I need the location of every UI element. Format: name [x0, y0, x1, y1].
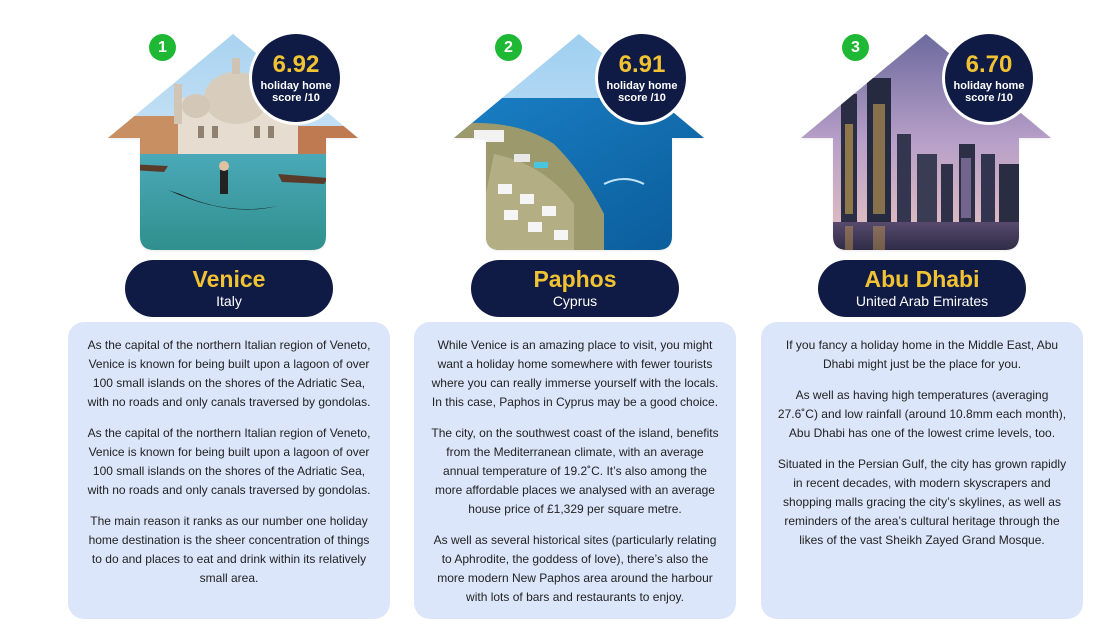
rank-badge: 3	[842, 34, 869, 61]
country-name: Cyprus	[552, 293, 598, 309]
destination-name-pill	[471, 260, 679, 317]
description-paragraph: As well as having high temperatures (averaging 27.6˚C) and low rainfall (around 10.8mm each month), Abu Dhabi has one of the lowest crime levels, too.	[777, 388, 1067, 440]
description-paragraph: The main reason it ranks as our number one holiday home destination is the sheer concentration of things to do and places to eat and drink within its relatively small area.	[88, 514, 370, 585]
score-circle	[598, 34, 686, 122]
description-paragraph: Situated in the Persian Gulf, the city has grown rapidly in recent decades, with modern skyscrapers and shopping malls gracing the city’s skylines, as well as reminders of the area’s cultural heritage through the likes of the vast Sheikh Zayed Grand Mosque.	[777, 457, 1067, 547]
destination-name-pill	[818, 260, 1026, 317]
score-label-line2: score /10	[272, 92, 320, 104]
score-label-line2: score /10	[618, 92, 666, 104]
score-label-line2: score /10	[965, 92, 1013, 104]
country-name: United Arab Emirates	[855, 293, 989, 309]
destination-card-abu-dhabi	[761, 0, 1091, 629]
description-paragraph: The city, on the southwest coast of the island, benefits from the Mediterranean climate, with an average annual temperature of 19.2˚C. It’s also among the more affordable places we analysed with an average house price of £1,329 per square metre.	[431, 426, 719, 516]
destination-card-paphos	[414, 0, 744, 629]
rank-badge: 2	[495, 34, 522, 61]
score-label-line1: holiday home	[260, 80, 332, 92]
description-paragraph: While Venice is an amazing place to visit, you might want a holiday home somewhere with fewer tourists where you can really immerse yourself with the locals. In this case, Paphos in Cyprus may be a good choice.	[431, 338, 719, 409]
description-paragraph: As the capital of the northern Italian region of Veneto, Venice is known for being built upon a lagoon of over 100 small islands on the shores of the Adriatic Sea, with no roads and only canals traversed by gondolas.	[87, 338, 371, 409]
description-paragraph: As well as several historical sites (particularly relating to Aphrodite, the goddess of love), there’s also the more modern New Paphos area around the harbour with lots of bars and restaurants to enjoy.	[433, 533, 717, 604]
destination-card-venice	[68, 0, 398, 629]
score-circle	[945, 34, 1033, 122]
destination-name-pill	[125, 260, 333, 317]
country-name: Italy	[216, 293, 242, 309]
description-box	[414, 322, 736, 619]
description-paragraph: If you fancy a holiday home in the Middle East, Abu Dhabi might just be the place for you.	[785, 338, 1059, 371]
score-label-line1: holiday home	[953, 80, 1025, 92]
city-name: Venice	[192, 266, 266, 292]
score-value: 6.92	[272, 51, 320, 78]
score-label-line1: holiday home	[606, 80, 678, 92]
score-circle	[252, 34, 340, 122]
city-name: Paphos	[533, 266, 617, 292]
description-box	[68, 322, 390, 619]
description-box	[761, 322, 1083, 619]
score-value: 6.70	[965, 51, 1013, 78]
score-value: 6.91	[618, 51, 666, 78]
city-name: Abu Dhabi	[864, 266, 980, 292]
rank-badge: 1	[149, 34, 176, 61]
description-paragraph: As the capital of the northern Italian region of Veneto, Venice is known for being built upon a lagoon of over 100 small islands on the shores of the Adriatic Sea, with no roads and only canals traversed by gondolas.	[87, 426, 371, 497]
